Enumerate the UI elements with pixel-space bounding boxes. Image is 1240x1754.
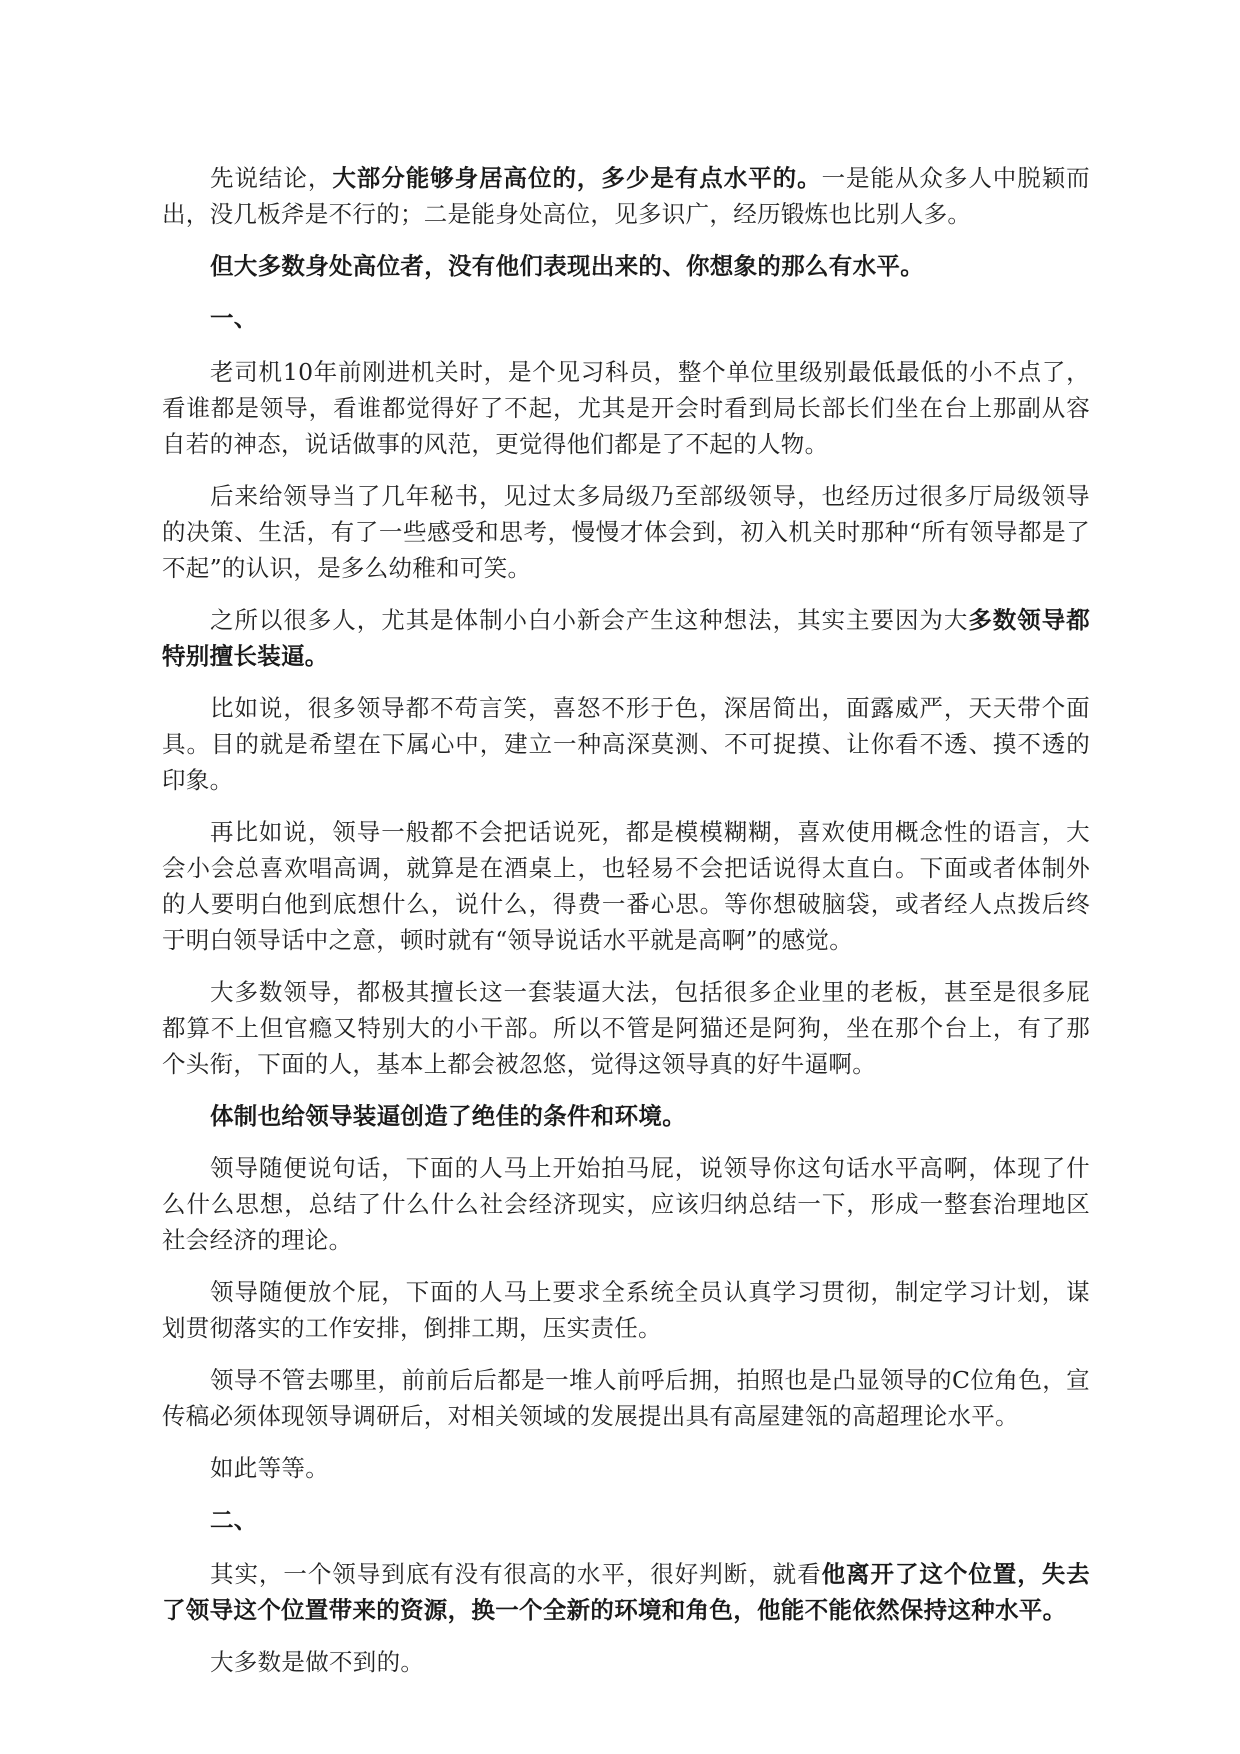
paragraph [162,602,1090,674]
paragraph-thesis [162,248,1090,284]
bold-text: 大部分能够身居高位的，多少是有点水平的。 [332,164,822,192]
article-body [162,160,1090,1696]
section-heading-1 [162,300,1090,336]
bold-text: 体制也给领导装逼创造了绝佳的条件和环境。 [210,1102,686,1130]
paragraph-text: 先说结论， [210,164,333,192]
bold-text: 他离开了这个位置，失去了领导这个位置带来的资源，换一个全新的环境和角色，他能不能依然保持这种水平。 [162,1560,1090,1624]
section-number: 二、 [210,1506,258,1534]
section-number: 一、 [210,304,258,332]
bold-text: 但大多数身处高位者，没有他们表现出来的、你想象的那么有水平。 [210,252,924,280]
paragraph-bold [162,1098,1090,1134]
paragraph-text: 之所以很多人，尤其是体制小白小新会产生这种想法，其实主要因为大 [210,606,969,634]
paragraph: 大多数领导，都极其擅长这一套装逼大法，包括很多企业里的老板，甚至是很多屁都算不上但官瘾又特别大的小干部。所以不管是阿猫还是阿狗，坐在那个台上，有了那个头衔，下面的人，基本上都会被忽悠，觉得这领导真的好牛逼啊。 [162,978,1090,1078]
paragraph [162,1556,1090,1628]
paragraph: 大多数是做不到的。 [210,1648,425,1676]
section-heading-2 [162,1502,1090,1538]
paragraph: 后来给领导当了几年秘书，见过太多局级乃至部级领导，也经历过很多厅局级领导的决策、生活，有了一些感受和思考，慢慢才体会到，初入机关时那种“所有领导都是了不起”的认识，是多么幼稚和可笑。 [162,482,1090,582]
bold-text: 多数领导都特别擅长装逼。 [162,606,1090,670]
paragraph-conclusion [162,160,1090,232]
paragraph: 领导随便说句话，下面的人马上开始拍马屁，说领导你这句话水平高啊，体现了什么什么思想，总结了什么什么社会经济现实，应该归纳总结一下，形成一整套治理地区社会经济的理论。 [162,1154,1090,1254]
paragraph: 再比如说，领导一般都不会把话说死，都是模模糊糊，喜欢使用概念性的语言，大会小会总喜欢唱高调，就算是在酒桌上，也轻易不会把话说得太直白。下面或者体制外的人要明白他到底想什么，说什么，得费一番心思。等你想破脑袋，或者经人点拨后终于明白领导话中之意，顿时就有“领导说话水平就是高啊”的感觉。 [162,818,1090,954]
paragraph: 老司机10年前刚进机关时，是个见习科员，整个单位里级别最低最低的小不点了，看谁都是领导，看谁都觉得好了不起，尤其是开会时看到局长部长们坐在台上那副从容自若的神态，说话做事的风范，更觉得他们都是了不起的人物。 [162,358,1090,458]
paragraph-text: 一是能从众多人中脱颖而出，没几板斧是不行的；二是能身处高位，见多识广，经历锻炼也比别人多。 [162,164,1090,228]
paragraph: 比如说，很多领导都不苟言笑，喜怒不形于色，深居简出，面露威严，天天带个面具。目的就是希望在下属心中，建立一种高深莫测、不可捉摸、让你看不透、摸不透的印象。 [162,694,1090,794]
paragraph: 领导随便放个屁，下面的人马上要求全系统全员认真学习贯彻，制定学习计划，谋划贯彻落实的工作安排，倒排工期，压实责任。 [162,1278,1090,1342]
paragraph-text: 其实，一个领导到底有没有很高的水平，很好判断，就看 [210,1560,822,1588]
paragraph: 领导不管去哪里，前前后后都是一堆人前呼后拥，拍照也是凸显领导的C位角色，宣传稿必须体现领导调研后，对相关领域的发展提出具有高屋建瓴的高超理论水平。 [162,1366,1090,1430]
paragraph: 如此等等。 [210,1454,329,1482]
